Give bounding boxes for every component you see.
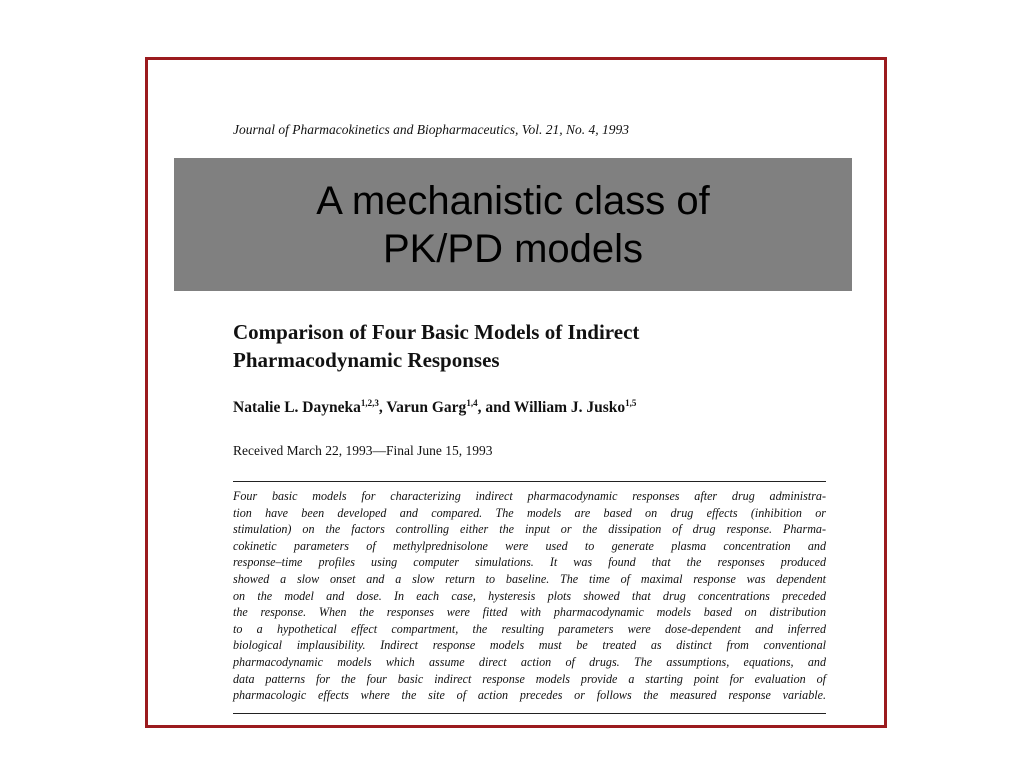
author-affiliation: 1,4 (466, 398, 478, 408)
journal-citation: Journal of Pharmacokinetics and Biopharmaceutics, Vol. 21, No. 4, 1993 (233, 122, 629, 137)
abstract-line: Four basic models for characterizing indirect pharmacodynamic responses after drug administra- (233, 489, 826, 503)
abstract-top-rule (233, 481, 826, 482)
slide-title-banner (174, 158, 852, 291)
paper-title-line-2: Pharmacodynamic Responses (233, 348, 500, 372)
author-affiliation: 1,5 (625, 398, 637, 408)
abstract-bottom-rule (233, 713, 826, 714)
paper-title-line-1: Comparison of Four Basic Models of Indirect (233, 320, 640, 344)
author-affiliation: 1,2,3 (360, 398, 379, 408)
slide-title-line-2: PK/PD models (382, 226, 644, 271)
author-separator: , and (477, 399, 514, 417)
author-name: Natalie L. Dayneka (233, 399, 361, 417)
author-name: William J. Jusko (513, 399, 626, 417)
author-list (233, 398, 833, 417)
abstract-line: pharmacologic effects where the site of action precedes or follows the measured response variable. (233, 688, 826, 703)
abstract-line: cokinetic parameters of methylprednisolone were used to generate plasma concentration and (233, 538, 826, 553)
author-separator: , (378, 399, 387, 417)
abstract-line: showed a slow onset and a slow return to baseline. The time of maximal response was dependent (233, 571, 826, 586)
abstract-line: pharmacodynamic models which assume direct action of drugs. The assumptions, equations, and (233, 654, 826, 669)
abstract-line: data patterns for the four basic indirect response models provide a starting point for evaluation of (233, 671, 826, 686)
abstract-line: tion have been developed and compared. The models are based on drug effects (inhibition or (233, 505, 826, 520)
abstract-line: the response. When the responses were fitted with pharmacodynamic models based on distribution (233, 605, 826, 620)
slide-title-line-1: A mechanistic class of (316, 178, 710, 223)
abstract-line: response–time profiles using computer simulations. It was found that the responses produced (233, 555, 826, 570)
abstract-line: biological implausibility. Indirect response models must be treated as distinct from conventional (233, 638, 826, 653)
received-dates: Received March 22, 1993—Final June 15, 1993 (233, 443, 493, 458)
slide-frame (145, 57, 887, 728)
slide-title (233, 177, 793, 273)
abstract (233, 488, 826, 704)
paper-title (233, 318, 793, 374)
abstract-line: to a hypothetical effect compartment, the resulting parameters were dose-dependent and inferred (233, 621, 826, 636)
abstract-line: stimulation) on the factors controlling either the input or the dissipation of drug response. Pharma- (233, 522, 826, 537)
abstract-line: on the model and dose. In each case, hysteresis plots showed that drug concentrations preceded (233, 588, 826, 603)
author-name: Varun Garg (386, 399, 467, 417)
